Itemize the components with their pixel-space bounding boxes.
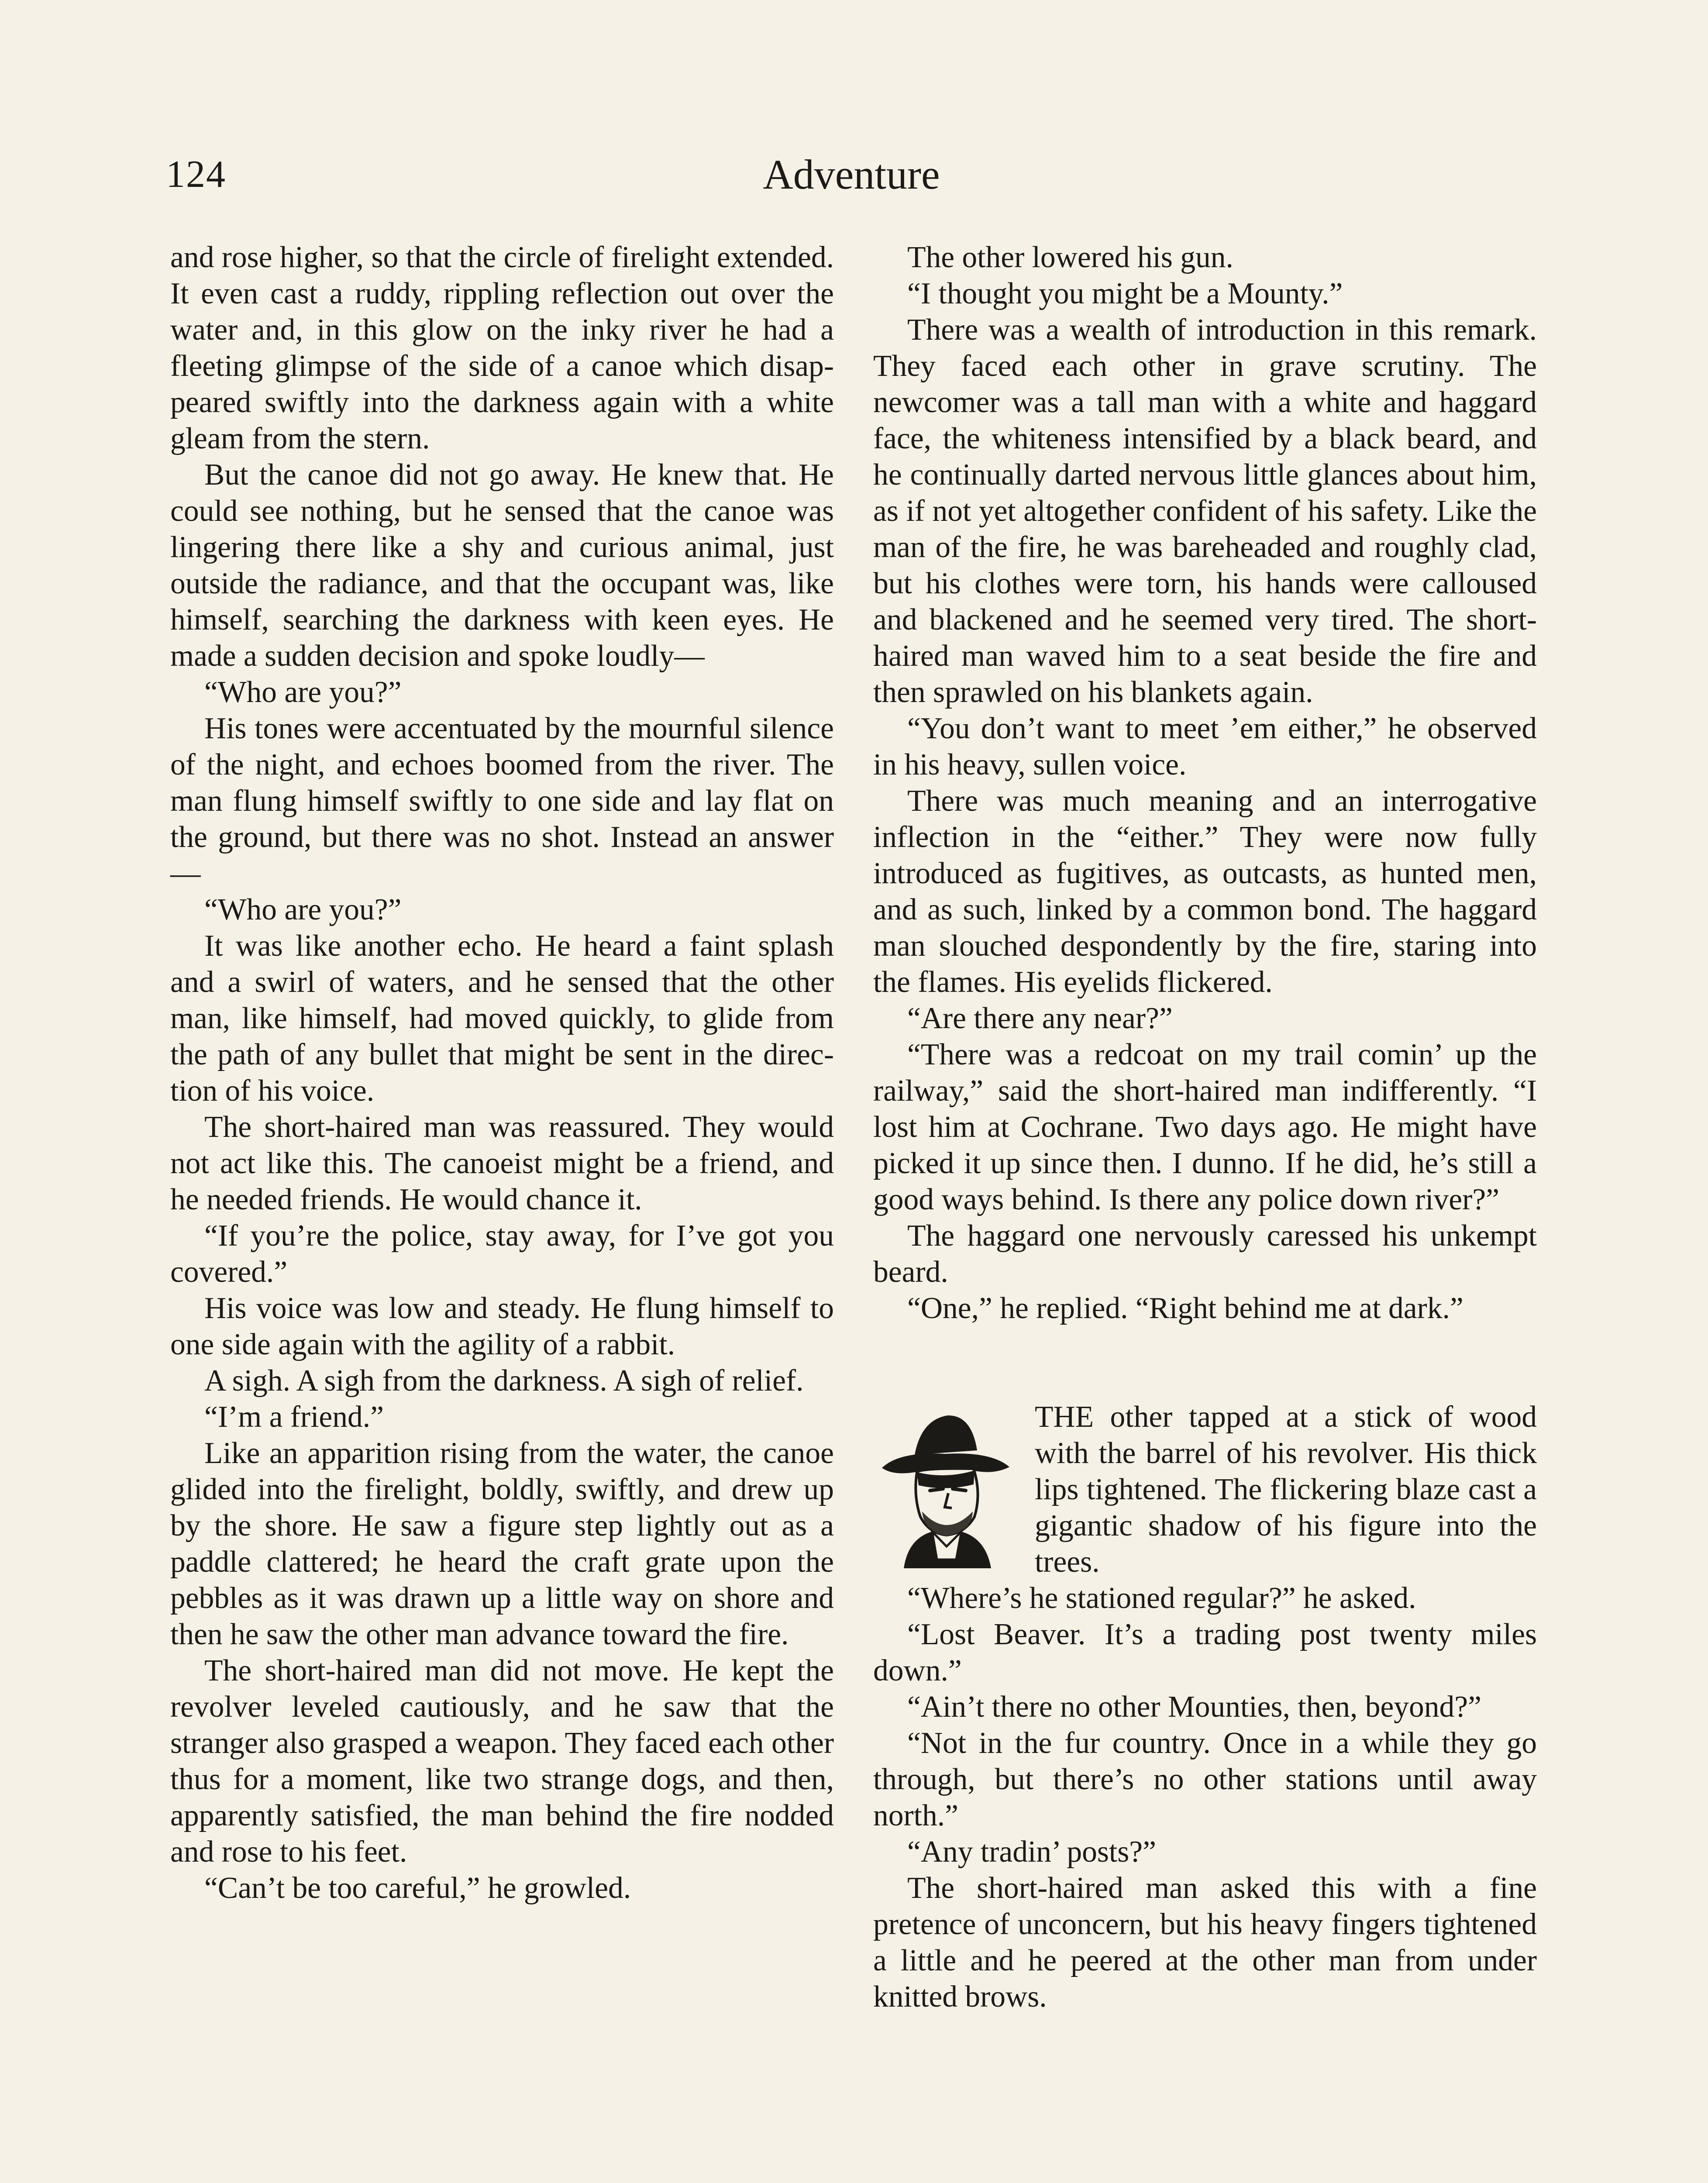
paragraph: “You don’t want to meet ’em either,” he observed in his heavy, sullen voice. <box>873 712 1537 782</box>
paragraph: “There was a redcoat on my trail comin’ up the railway,” said the short-haired man indifferently. “I lost him at Cochrane. Two days ago. He might have picked it up since then. I dunno. If he did, he’s still a good ways behind. Is there any police down river?” <box>873 1038 1537 1216</box>
right-text-column <box>873 239 1537 2015</box>
paragraph: and rose higher, so that the circle of firelight extended. It even cast a ruddy, rippling reflection out over the water and, in this glow on the inky river he had a fleeting glimpse of the side of a canoe which disappeared swiftly into the darkness again with a white gleam from the stern. <box>170 241 834 455</box>
paragraph: “Lost Beaver. It’s a trading post twenty miles down.” <box>873 1618 1537 1687</box>
paragraph: The other lowered his gun. <box>907 241 1233 274</box>
paragraph: “Are there any near?” <box>907 1002 1173 1035</box>
paragraph: The short-haired man was reassured. They would not act like this. The canoeist might be a friend, and he needed friends. He would chance it. <box>170 1110 834 1216</box>
section-break <box>873 1326 1537 1399</box>
paragraph: There was much meaning and an interrogative inflection in the “either.” They were now fully introduced as fugitives, as outcasts, as hunted men, and as such, linked by a common bond. The haggard man slouched despondently by the fire, staring into the flames. His eyelids flickered. <box>873 784 1537 999</box>
paragraph: His tones were accentuated by the mournful silence of the night, and echoes boomed from the river. The man flung himself swiftly to one side and lay flat on the ground, but there was no shot. Instead an answer— <box>170 712 834 890</box>
paragraph: “I’m a friend.” <box>204 1400 384 1434</box>
paragraph: There was a wealth of introduction in this remark. They faced each other in grave scrutiny. The newcomer was a tall man with a white and haggard face, the whiteness intensified by a black beard, and he continually darted nervous little glances about him, as if not yet altogether confident of his safety. Like the man of the fire, he was bareheaded and roughly clad, but his clothes were torn, his hands were calloused and blackened and he seemed very tired. The short-haired man waved him to a seat beside the fire and then sprawled on his blankets again. <box>873 313 1537 709</box>
paragraph: “Ain’t there no other Mounties, then, beyond?” <box>907 1690 1482 1724</box>
page-number: 124 <box>166 153 226 196</box>
paragraph: “Any tradin’ posts?” <box>907 1835 1156 1869</box>
section-opening-paragraph: THE other tapped at a stick of wood with the barrel of his revolver. His thick lips tightened. The flickering blaze cast a gigantic shadow of his figure into the trees. <box>1035 1400 1537 1579</box>
paragraph: The short-haired man did not move. He kept the revolver leveled cautiously, and he saw that the stranger also grasped a weapon. They faced each other thus for a moment, like two strange dogs, and then, apparently satisfied, the man behind the fire nodded and rose to his feet. <box>170 1654 834 1869</box>
paragraph: “One,” he replied. “Right behind me at dark.” <box>907 1291 1464 1325</box>
paragraph: The haggard one nervously caressed his unkempt beard. <box>873 1219 1537 1289</box>
paragraph: But the canoe did not go away. He knew that. He could see nothing, but he sensed that the canoe was lingering there like a shy and curious animal, just outside the radiance, and that the occupant was, like himself, searching the darkness with keen eyes. He made a sudden decision and spoke loudly— <box>170 458 834 673</box>
paragraph: A sigh. A sigh from the darkness. A sigh of relief. <box>204 1364 804 1398</box>
paragraph: “Not in the fur country. Once in a while they go through, but there’s no other stations until away north.” <box>873 1726 1537 1832</box>
paragraph: “I thought you might be a Mounty.” <box>907 277 1343 310</box>
paragraph: “If you’re the police, stay away, for I’ve got you covered.” <box>170 1219 834 1289</box>
paragraph: It was like another echo. He heard a faint splash and a swirl of waters, and he sensed that the other man, like himself, had moved quickly, to glide from the path of any bullet that might be sent in the direction of his voice. <box>170 929 834 1108</box>
paragraph: “Who are you?” <box>204 893 402 926</box>
left-text-column <box>170 239 834 1906</box>
man-in-hat-portrait-icon <box>873 1402 1017 1568</box>
paragraph: “Can’t be too careful,” he growled. <box>204 1871 631 1905</box>
page-header <box>166 148 1537 218</box>
paragraph: “Where’s he stationed regular?” he asked. <box>907 1581 1416 1615</box>
paragraph: Like an apparition rising from the water, the canoe glided into the firelight, boldly, swiftly, and drew up by the shore. He saw a figure step lightly out as a paddle clattered; he heard the craft grate upon the pebbles as it was drawn up a little way on shore and then he saw the other man advance toward the fire. <box>170 1436 834 1651</box>
paragraph: The short-haired man asked this with a fine pretence of unconcern, but his heavy fingers tightened a little and he peered at the other man from under knitted brows. <box>873 1871 1537 2014</box>
paragraph: “Who are you?” <box>204 675 402 709</box>
magazine-title: Adventure <box>763 151 940 198</box>
paragraph: His voice was low and steady. He flung himself to one side again with the agility of a rabbit. <box>170 1291 834 1361</box>
